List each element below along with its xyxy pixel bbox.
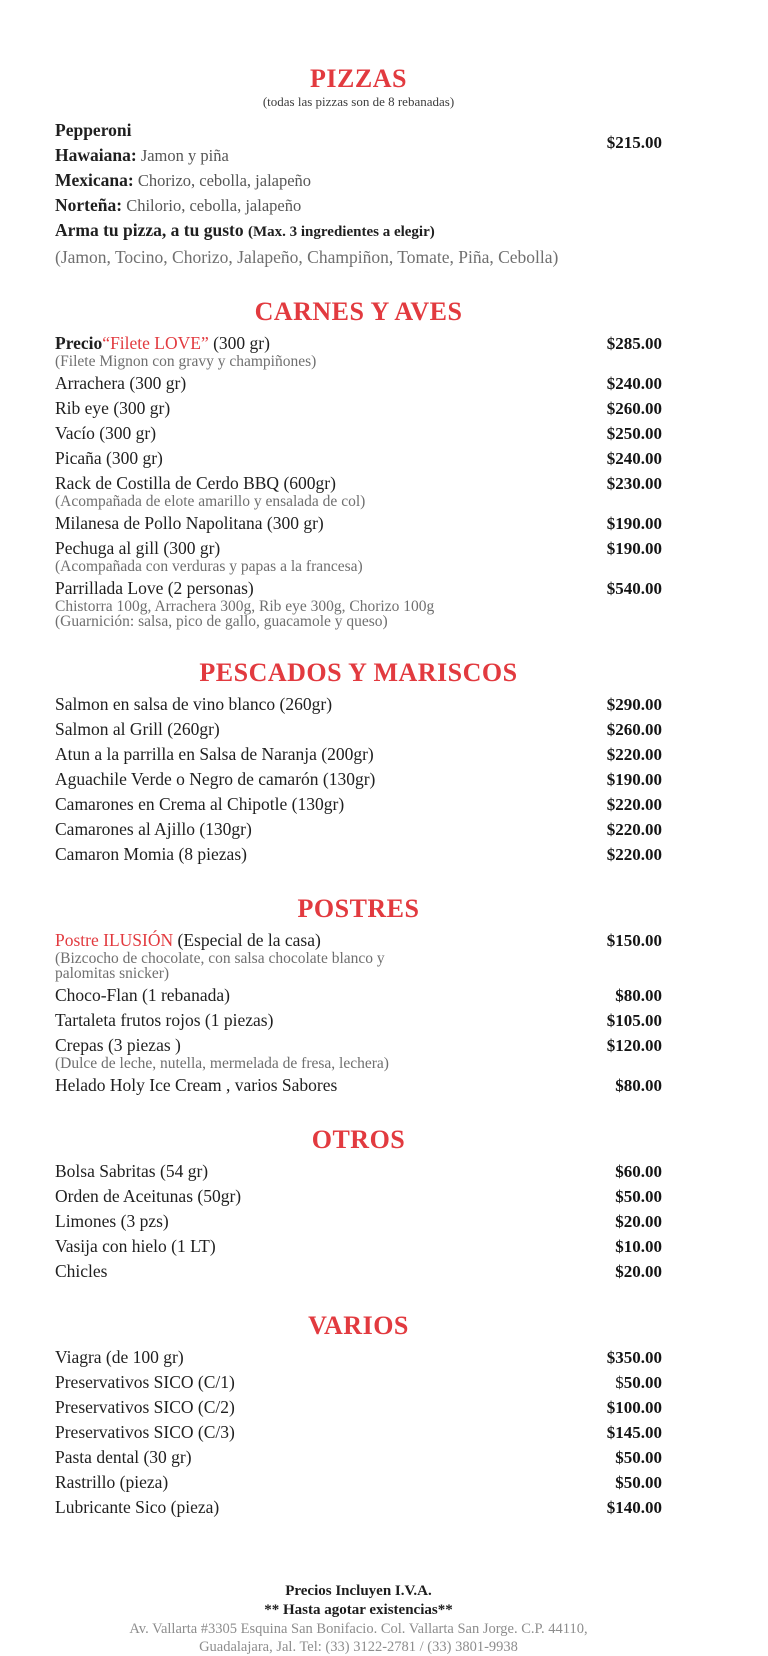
item-name-segment: “Filete LOVE” (102, 333, 209, 353)
item-name (55, 767, 385, 792)
item-note: palomitas snicker) (55, 965, 170, 982)
dollar-sign: $ (615, 1373, 624, 1392)
menu-item (55, 692, 662, 717)
item-note: (Filete Mignon con gravy y champiñones) (55, 353, 317, 370)
menu-item-line (55, 817, 662, 842)
item-name-segment: Arma tu pizza, a tu gusto (55, 220, 248, 240)
menu-footer (55, 1582, 662, 1656)
item-name-segment: (300 gr) (208, 333, 270, 353)
item-price: $80.00 (615, 986, 662, 1005)
item-name-segment: Choco-Flan (1 rebanada) (55, 985, 230, 1005)
menu-item (55, 168, 662, 193)
menu-item-line (55, 1073, 662, 1098)
section-title: PESCADOS Y MARISCOS (199, 658, 518, 687)
section-postres (55, 894, 662, 1098)
item-name-segment: Hawaiana: (55, 145, 137, 165)
menu-item (55, 1470, 662, 1495)
item-price: $220.00 (606, 795, 662, 814)
item-name-segment: Vasija con hielo (1 LT) (55, 1236, 216, 1256)
item-name (55, 1470, 178, 1495)
item-name (55, 1159, 218, 1184)
menu-item (55, 1159, 662, 1184)
menu-item (55, 446, 662, 471)
item-name (55, 1259, 118, 1284)
item-price: $190.00 (606, 514, 662, 533)
item-price: $260.00 (606, 720, 662, 739)
item-price: $190.00 (606, 770, 662, 789)
item-note: (Guarnición: salsa, pico de gallo, guacamole y queso) (55, 613, 388, 630)
item-note: (Acompañada de elote amarillo y ensalada de col) (55, 493, 366, 510)
item-name (55, 245, 568, 270)
item-name (55, 1445, 202, 1470)
item-price: $215.00 (606, 133, 662, 152)
menu-item (55, 396, 662, 421)
item-price: $105.00 (606, 1011, 662, 1030)
item-name (55, 143, 239, 168)
menu-item (55, 511, 662, 536)
item-price: $150.00 (606, 931, 662, 950)
item-name (55, 218, 445, 245)
menu-item (55, 1495, 662, 1520)
item-name (55, 742, 384, 767)
item-price: $120.00 (606, 1036, 662, 1055)
item-name-segment: Preservativos SICO (C/2) (55, 1397, 235, 1417)
menu-item-line (55, 767, 662, 792)
item-name (55, 1495, 229, 1520)
menu-item-line (55, 371, 662, 396)
item-name (55, 792, 354, 817)
menu-item (55, 817, 662, 842)
item-name-segment: Chorizo, cebolla, jalapeño (133, 171, 312, 190)
item-name (55, 1073, 347, 1098)
menu-item (55, 1033, 662, 1073)
section-carnes-y-aves (55, 297, 662, 631)
item-name-segment: Viagra (de 100 gr) (55, 1347, 184, 1367)
item-price: $50.00 (615, 1448, 662, 1467)
item-price: $220.00 (606, 845, 662, 864)
item-price: $190.00 (606, 539, 662, 558)
menu-item (55, 1073, 662, 1098)
menu-item (55, 717, 662, 742)
item-name (55, 1345, 194, 1370)
menu-item (55, 118, 662, 143)
item-name-segment: (Jamon, Tocino, Chorizo, Jalapeño, Champiñon, Tomate, Piña, Cebolla) (55, 247, 559, 267)
footer-line: Guadalajara, Jal. Tel: (33) 3122-2781 / (33) 3801-9938 (199, 1639, 518, 1655)
menu-item-line (55, 218, 662, 245)
item-price: $260.00 (606, 399, 662, 418)
item-name (55, 1209, 179, 1234)
menu-item (55, 742, 662, 767)
menu-item-line (55, 118, 662, 143)
item-name-segment: Picaña (300 gr) (55, 448, 163, 468)
item-name (55, 1370, 245, 1395)
menu-item-line (55, 446, 662, 471)
section-varios (55, 1311, 662, 1520)
menu-item (55, 245, 662, 270)
menu-item-line (55, 1008, 662, 1033)
item-price: $145.00 (606, 1423, 662, 1442)
item-price: $20.00 (615, 1262, 662, 1281)
item-name-segment: Lubricante Sico (pieza) (55, 1497, 220, 1517)
menu-item-line (55, 1495, 662, 1520)
section-title: POSTRES (297, 894, 420, 923)
menu-item (55, 421, 662, 446)
footer-line: ** Hasta agotar existencias** (264, 1602, 453, 1618)
item-note: (Dulce de leche, nutella, mermelada de fresa, lechera) (55, 1055, 389, 1072)
item-name-segment: Salmon al Grill (260gr) (55, 719, 220, 739)
item-name-segment: Rastrillo (pieza) (55, 1472, 169, 1492)
item-name (55, 511, 334, 536)
item-name (55, 1184, 251, 1209)
item-name (55, 371, 196, 396)
menu-item-line (55, 1259, 662, 1284)
item-name-segment: Norteña: (55, 195, 123, 215)
item-note: Chistorra 100g, Arrachera 300g, Rib eye 300g, Chorizo 100g (55, 598, 435, 615)
item-name-segment: Chilorio, cebolla, jalapeño (122, 196, 302, 215)
item-note: (Bizcocho de chocolate, con salsa chocolate blanco y (55, 950, 385, 967)
menu-item (55, 792, 662, 817)
menu-item (55, 1234, 662, 1259)
menu-item-line (55, 133, 662, 168)
item-name-segment: Bolsa Sabritas (54 gr) (55, 1161, 209, 1181)
item-name (55, 1395, 245, 1420)
menu-item-line (55, 193, 662, 218)
item-price: $220.00 (606, 820, 662, 839)
item-name-segment: Jamon y piña (136, 146, 229, 165)
section-otros (55, 1125, 662, 1284)
item-name (55, 193, 311, 218)
item-name-segment: Aguachile Verde o Negro de camarón (130gr) (55, 769, 376, 789)
item-price: $220.00 (606, 745, 662, 764)
item-name-segment: Salmon en salsa de vino blanco (260gr) (55, 694, 333, 714)
item-name-segment: Precio (55, 333, 103, 353)
menu-item-line (55, 245, 662, 270)
item-name (55, 446, 173, 471)
item-name (55, 168, 321, 193)
item-name (55, 1234, 226, 1259)
menu-item (55, 1184, 662, 1209)
menu-item-line (55, 1184, 662, 1209)
item-name-segment: (Especial de la casa) (177, 930, 321, 950)
menu-item (55, 1345, 662, 1370)
menu-item-line (55, 1209, 662, 1234)
item-name-segment: Pechuga al gill (300 gr) (55, 538, 221, 558)
menu-item-line (55, 842, 662, 867)
section-title: VARIOS (308, 1311, 409, 1340)
item-name (55, 717, 230, 742)
menu-item-line (55, 1395, 662, 1420)
item-price: $50.00 (615, 1473, 662, 1492)
item-price: $240.00 (606, 374, 662, 393)
item-name-segment: Mexicana: (55, 170, 134, 190)
menu-item (55, 983, 662, 1008)
item-name-segment: Camarones en Crema al Chipotle (130gr) (55, 794, 345, 814)
item-name-segment: Limones (3 pzs) (55, 1211, 169, 1231)
footer-line: Precios Incluyen I.V.A. (285, 1583, 432, 1599)
item-price: $100.00 (606, 1398, 662, 1417)
menu-item (55, 331, 662, 371)
item-name-segment: Helado Holy Ice Cream , varios Sabores (55, 1075, 338, 1095)
item-name-segment: Camarones al Ajillo (130gr) (55, 819, 252, 839)
item-name (55, 396, 180, 421)
item-price: $540.00 (606, 579, 662, 598)
item-price: $230.00 (606, 474, 662, 493)
item-name-segment: Milanesa de Pollo Napolitana (300 gr) (55, 513, 324, 533)
section-title: CARNES Y AVES (254, 297, 463, 326)
item-name-segment: Tartaleta frutos rojos (1 piezas) (55, 1010, 274, 1030)
item-price: $20.00 (615, 1212, 662, 1231)
menu-item-line (55, 511, 662, 536)
item-name (55, 421, 166, 446)
item-price: $10.00 (615, 1237, 662, 1256)
menu-item-line (55, 1420, 662, 1445)
item-name-segment: Crepas (3 piezas ) (55, 1035, 181, 1055)
section-title: PIZZAS (310, 64, 407, 93)
menu-item-line (55, 717, 662, 742)
menu-item-line (55, 1470, 662, 1495)
menu-item (55, 193, 662, 218)
menu-item-line (55, 1370, 662, 1395)
menu-item-line (55, 421, 662, 446)
menu-item (55, 1420, 662, 1445)
menu-item (55, 471, 662, 511)
item-price: $240.00 (606, 449, 662, 468)
item-price: $250.00 (606, 424, 662, 443)
menu-item (55, 371, 662, 396)
item-name-segment: Postre ILUSIÓN (55, 930, 178, 950)
menu-item-line (55, 1345, 662, 1370)
item-name-segment: Pasta dental (30 gr) (55, 1447, 192, 1467)
menu-item-line (55, 1234, 662, 1259)
menu-item (55, 1370, 662, 1395)
menu-item-line (55, 396, 662, 421)
item-name-segment: Preservativos SICO (C/3) (55, 1422, 235, 1442)
menu-item (55, 1209, 662, 1234)
item-name-segment: Orden de Aceitunas (50gr) (55, 1186, 242, 1206)
menu-item-line (55, 168, 662, 193)
item-name-segment: Chicles (55, 1261, 108, 1281)
menu-item-line (55, 983, 662, 1008)
menu-item (55, 928, 662, 983)
item-price: $50.00 (615, 1373, 662, 1392)
item-name-segment: Vacío (300 gr) (55, 423, 157, 443)
item-price: $80.00 (615, 1076, 662, 1095)
item-price: $140.00 (606, 1498, 662, 1517)
section-title: OTROS (311, 1125, 406, 1154)
item-name (55, 817, 262, 842)
item-name (55, 1008, 283, 1033)
item-price: $290.00 (606, 695, 662, 714)
section-pizzas (55, 64, 662, 270)
item-name-segment: Camaron Momia (8 piezas) (55, 844, 247, 864)
menu-item (55, 1008, 662, 1033)
menu-item (55, 1259, 662, 1284)
item-name-segment: Preservativos SICO (C/1) (55, 1372, 235, 1392)
menu-item (55, 133, 662, 168)
menu-item-line (55, 692, 662, 717)
item-name-segment: (Max. 3 ingredientes a elegir) (247, 224, 435, 240)
menu-item (55, 576, 662, 631)
item-name-segment: Parrillada Love (2 personas) (55, 578, 254, 598)
item-name (55, 692, 342, 717)
item-name (55, 118, 142, 143)
menu-item-line (55, 792, 662, 817)
menu-item (55, 1445, 662, 1470)
menu-item (55, 767, 662, 792)
item-name-segment: Rack de Costilla de Cerdo BBQ (600gr) (55, 473, 336, 493)
item-name (55, 983, 240, 1008)
item-note: (Acompañada con verduras y papas a la francesa) (55, 558, 363, 575)
menu-item (55, 842, 662, 867)
item-name-segment: Rib eye (300 gr) (55, 398, 171, 418)
menu-item-line (55, 742, 662, 767)
item-price: $350.00 (606, 1348, 662, 1367)
menu-item (55, 1395, 662, 1420)
item-name-segment: Atun a la parrilla en Salsa de Naranja (200gr) (55, 744, 374, 764)
item-price: $50.00 (615, 1187, 662, 1206)
item-price: $285.00 (606, 334, 662, 353)
item-name-segment: Arrachera (300 gr) (55, 373, 187, 393)
item-name (55, 842, 257, 867)
menu-item (55, 218, 662, 245)
footer-line: Av. Vallarta #3305 Esquina San Bonifacio. Col. Vallarta San Jorge. C.P. 44110, (129, 1621, 588, 1637)
item-price: $60.00 (615, 1162, 662, 1181)
item-name (55, 1420, 245, 1445)
item-name-segment: Pepperoni (55, 120, 132, 140)
section-subtitle: (todas las pizzas son de 8 rebanadas) (262, 94, 455, 109)
section-pescados-y-mariscos (55, 658, 662, 867)
menu-item-line (55, 1159, 662, 1184)
menu-item-line (55, 1445, 662, 1470)
menu-item (55, 536, 662, 576)
